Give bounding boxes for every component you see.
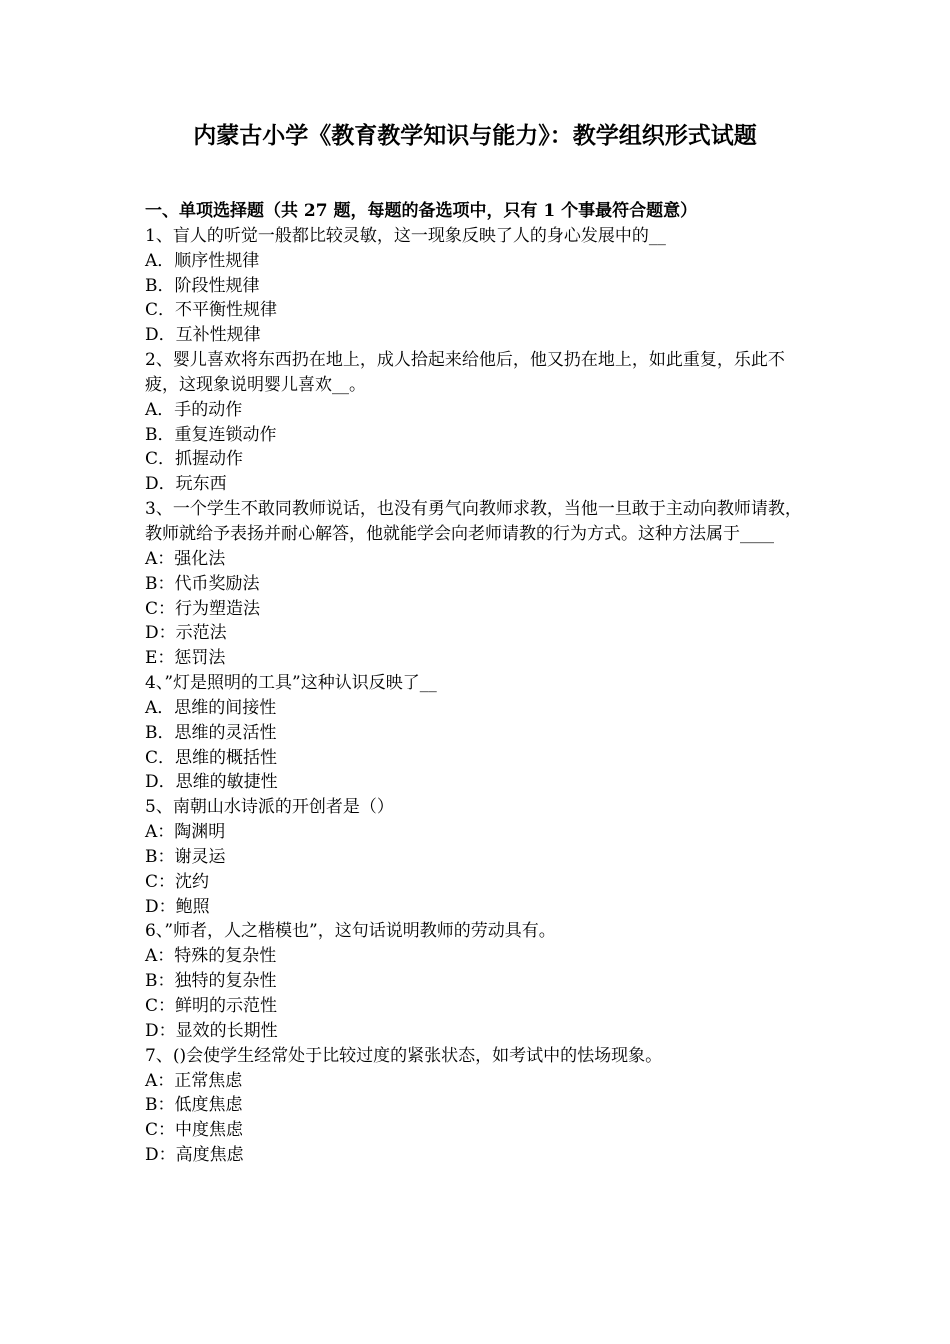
question-block [145,497,815,671]
question-block [145,671,815,795]
question-block [145,795,815,919]
answer-option: E：惩罚法 [145,648,226,669]
answer-option: C．抓握动作 [145,449,244,470]
question-text: 7、()会使学生经常处于比较过度的紧张状态，如考试中的怯场现象。 [145,1045,663,1066]
answer-option: B：谢灵运 [145,846,226,867]
answer-option: B：独特的复杂性 [145,971,277,992]
answer-option: C：中度焦虑 [145,1120,244,1141]
answer-option: C：沈约 [145,871,210,892]
answer-option: C：鲜明的示范性 [145,996,278,1016]
answer-option: D．互补性规律 [145,325,261,346]
answer-option: D：示范法 [145,623,227,644]
answer-option: C．思维的概括性 [145,747,278,768]
answer-option: D：显效的长期性 [145,1020,278,1041]
question-text: 6、”师者，人之楷模也”，这句话说明教师的劳动具有。 [145,921,556,942]
answer-option: B．重复连锁动作 [145,424,277,445]
question-block [145,919,815,1043]
answer-option: D．思维的敏捷性 [145,772,278,793]
document-title: 内蒙古小学《教育教学知识与能力》：教学组织形式试题 [193,122,757,149]
answer-option: B．思维的灵活性 [145,722,277,743]
answer-option: B：低度焦虑 [145,1095,243,1116]
answer-option: A．手的动作 [145,399,243,420]
answer-option: A：特殊的复杂性 [145,946,277,967]
question-block [145,224,815,348]
answer-option: A：陶渊明 [145,822,226,843]
question-text: 5、南朝山水诗派的开创者是（） [145,797,394,818]
question-text: 4、”灯是照明的工具”这种认识反映了__ [145,673,437,694]
answer-option: A：正常焦虑 [145,1070,243,1091]
answer-option: D：高度焦虑 [145,1145,244,1166]
answer-option: C：行为塑造法 [145,598,261,619]
answer-option: B：代币奖励法 [145,573,260,594]
question-block [145,348,815,497]
answer-option: C．不平衡性规律 [145,300,278,321]
answer-option: B．阶段性规律 [145,275,260,296]
question-text: 3、一个学生不敢同教师说话，也没有勇气向教师求教，当他一旦敢于主动向教师请教，教师就给予表扬并耐心解答，他就能学会向老师请教的行为方式。这种方法属于____ [145,499,802,544]
answer-option: A：强化法 [145,548,226,569]
question-text: 2、婴儿喜欢将东西扔在地上，成人拾起来给他后，他又扔在地上，如此重复，乐此不疲，这现象说明婴儿喜欢__。 [145,350,785,395]
answer-option: A．顺序性规律 [145,250,260,271]
section-heading: 一、单项选择题（共 27 题，每题的备选项中，只有 1 个事最符合题意） [145,201,698,221]
answer-option: D．玩东西 [145,474,227,495]
document-body [145,199,815,1168]
answer-option: A．思维的间接性 [145,697,277,718]
question-block [145,1044,815,1168]
answer-option: D：鲍照 [145,896,210,917]
question-text: 1、盲人的听觉一般都比较灵敏，这一现象反映了人的身心发展中的__ [145,225,666,246]
